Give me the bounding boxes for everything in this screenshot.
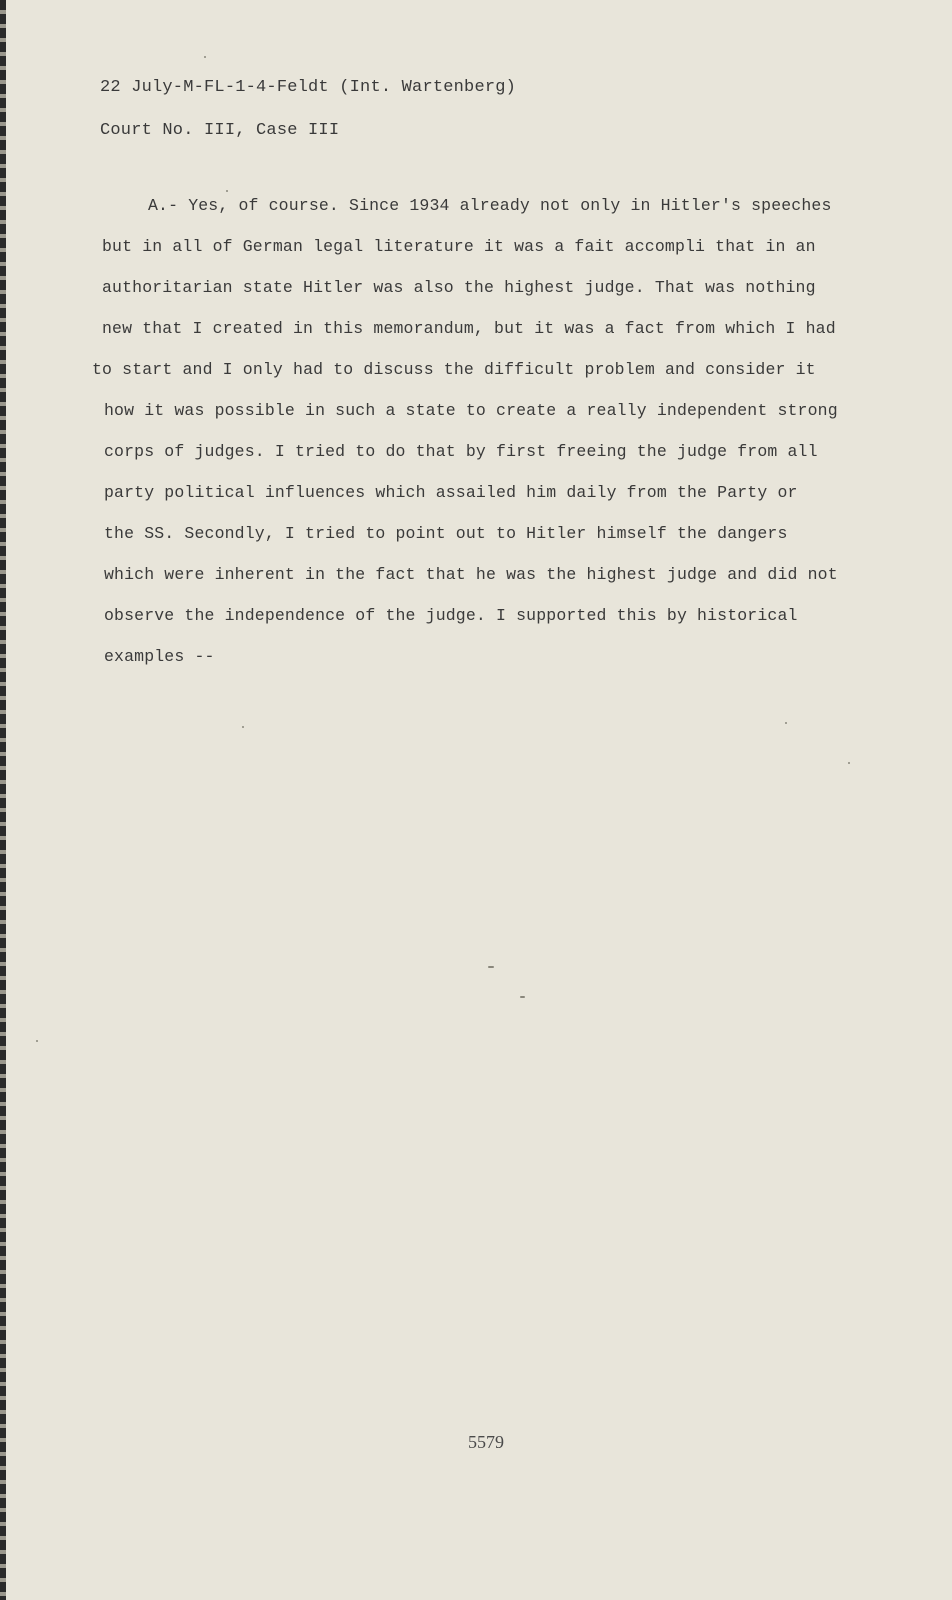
paper-speck	[226, 190, 228, 192]
paper-speck	[520, 996, 525, 998]
paper-speck	[242, 726, 244, 728]
body-line: but in all of German legal literature it was a fait accompli that in an	[102, 237, 816, 256]
body-line: party political influences which assailed him daily from the Party or	[104, 483, 798, 502]
paper-speck	[848, 762, 850, 764]
body-line: observe the independence of the judge. I supported this by historical	[104, 606, 798, 625]
page-number: 5579	[468, 1432, 504, 1452]
body-line: which were inherent in the fact that he was the highest judge and did not	[104, 565, 838, 584]
paper-speck	[36, 1040, 38, 1042]
paper-speck	[488, 966, 494, 968]
body-line: to start and I only had to discuss the difficult problem and consider it	[92, 360, 816, 379]
body-line: the SS. Secondly, I tried to point out to Hitler himself the dangers	[104, 524, 788, 543]
body-line: A.- Yes, of course. Since 1934 already not only in Hitler's speeches	[148, 196, 832, 215]
document-reference: 22 July-M-FL-1-4-Feldt (Int. Wartenberg)	[100, 78, 517, 97]
body-line: how it was possible in such a state to create a really independent strong	[104, 401, 838, 420]
body-line: corps of judges. I tried to do that by first freeing the judge from all	[104, 442, 818, 461]
body-line: authoritarian state Hitler was also the highest judge. That was nothing	[102, 278, 816, 297]
paper-speck	[785, 722, 787, 724]
court-case-line: Court No. III, Case III	[100, 121, 340, 140]
paper-speck	[204, 56, 206, 58]
body-line: examples --	[104, 647, 215, 666]
body-line: new that I created in this memorandum, but it was a fact from which I had	[102, 319, 836, 338]
binding-edge	[0, 0, 6, 1600]
